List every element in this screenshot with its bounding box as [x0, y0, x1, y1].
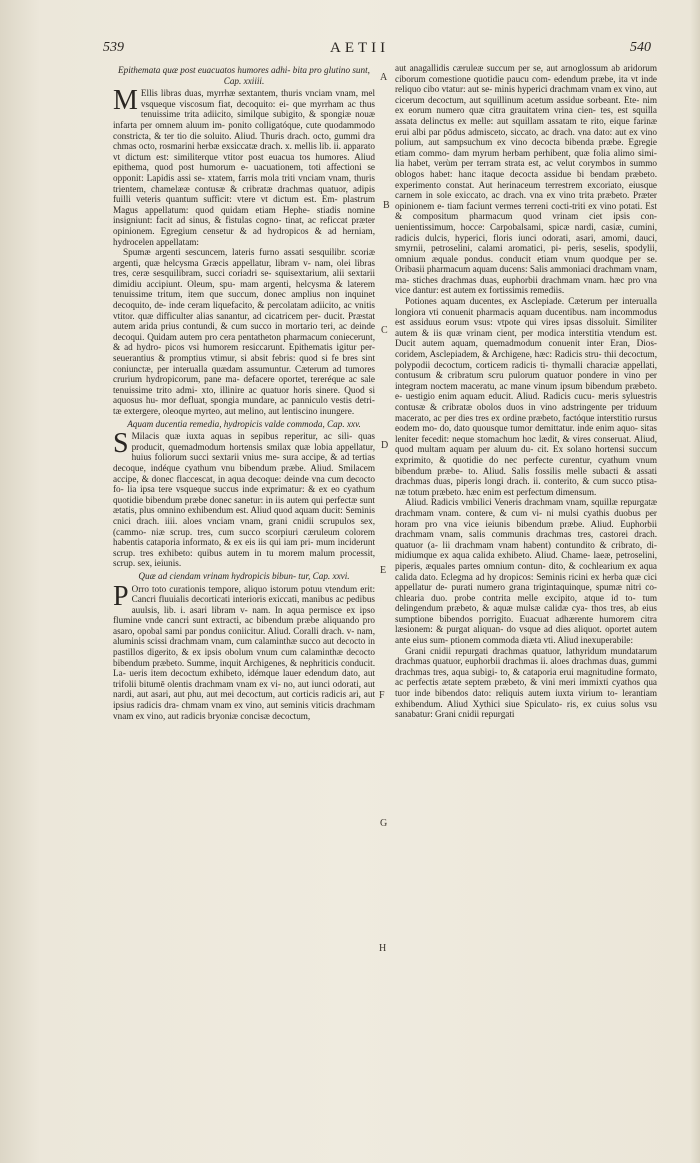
section-marker-f: F: [379, 690, 385, 701]
page-header: [0, 40, 700, 62]
section-marker-b: B: [383, 200, 390, 211]
paragraph-text: Ellis libras duas, myrrhæ sextantem, thuris vnciam vnam, mel vsqueque viscosum fiat, decoquito: ei- que myrrham ac thus tenuissime trita adiicito, similque subigito, & spongiæ nouæ infarta per omnem aluum im- ponito colligatóque, cute quodammodo constricta, & ter tio die soluito. Aliud. Thuris drach. octo, gummi dra chmas octo, rosmarini herbæ exsiccatæ drach. x. mellis lib. ii. apparato vt dictum est: similiterque vtitor post euacua tos humores. Aliud epithema, quod post humorum e- uacuationem, toti affectioni se opponit: Lapidis assi se- xtatem, farris mola triti vnciam vnam, thuris trientem, chamelææ contusæ & cribratæ drachmas quatuor, adipis fuilli veteris quantum sufficit: vtere vt dictum est. Em- plastrum Magus appellatum: quod quidam etiam Hephe- stiadis nomine insigniunt: facit ad sinus, & fistulas cogno- tinat, ac reficcat præter opinionem. Egregium censetur & ad hydropicos & ad herniam, hydrocelen appellatam:: [113, 88, 375, 247]
section-marker-a: A: [380, 72, 388, 83]
drop-cap: P: [113, 580, 129, 612]
section-marker-d: D: [381, 440, 389, 451]
paragraph: Grani cnidii repurgati drachmas quatuor, lathyridum mundatarum drachmas quatuor, euphorbii drachmas ii. aloes drachmas duas, gummi drachmas tres, aqua subigi- to, & cataporia erui magnitudine formato, ac perfectis ætate septem præbeto, & vini meri immixti cyathos qua tuor inde bibendos dato: reliquis autem iuxta virium to- lerantiam exhibendum. Aliud Xythici siue Spiculato- ris, ex cuius solus vsu sanabatur: Grani cnidii repurgati: [395, 645, 657, 720]
section-marker-g: G: [380, 818, 388, 829]
paragraph: [113, 580, 375, 722]
chapter-heading: Epithemata quæ post euacuatos humores adhi- bita pro glutino sunt, Cap. xxiiii.: [118, 65, 370, 86]
section-marker-c: C: [381, 325, 388, 336]
paragraph-text: Orro toto curationis tempore, aliquo istorum potuu vtendum erit: Cancri fluuialis decorticati interioris exiccati, manibus ac pedibus auulsis, lib. i. asari libram v- nam. In aqua permisce ex ipso flumine vnde cancri sunt extracti, ac bibendum præbe aliquando pro asaro, opobal sami par pondus coniicitur. Aliud. Coralli drach. v- nam, aluminis scissi drachmam vnam, cum calaminthæ succo aut decocto in pastillos digerito, & ex ipsis obolum vnum cum calaminthæ decocto bibendum præbeto. Summe, inquit Archigenes, & nephriticis conducit. La- ueris item decoctum exhibeto, idémque lauer edendum dato, aut trifolii bitumē olentis drachmam vnam ex vi- no, aut iunci odorati, aut nardi, aut asari, aut phu, aut mei decoctum, aut corticis radicis ari, aut ipsius radicis dra- chmam vnam ex vino, aut seminis viticis drachmam vnam ex vino, aut radicis bryoniæ concisæ decoctum,: [113, 583, 375, 721]
paragraph: [113, 85, 375, 247]
left-column: [113, 63, 375, 721]
section-marker-h: H: [379, 943, 387, 954]
page-number-right: 540: [630, 40, 651, 55]
paragraph: [113, 428, 375, 569]
paragraph: Aliud. Radicis vmbilici Veneris drachmam vnam, squillæ repurgatæ drachmam vnam. contere, & cum vi- ni mulsi cyathis duobus per horam pro vna vice ieiunis bibendum præbe. Aliud. Euphorbii drachmam vnam, salis communis drachmas tres, castorei drach. quatuor (a- lii drachmam vnam habent) contundito & cribrato, di- midiumque ex aqua calida exhibeto. Aliud. Chame- laeæ, petroselini, piperis, æquales partes omnium contun- dito, & cochlearium ex aqua calida dato. Eclegma ad hy dropicos: Seminis ricini ex herba quæ cici appellatur de- purati numero grana trigintaquinque, spumæ nitri co- chlearia duo. probe contrita melle excipito, atque id to- tum delingendum præbeto, & aquæ mulsæ calidæ cya- thos tres, ab eius sumptione bibendos porrigito. Euacuat adhærente humorem citra læsionem: & purgat aliquan- do vsque ad dies aliquot. oportet autem ante eius sum- ptionem commoda diæta vti. Aliud inexuperabile:: [395, 497, 657, 646]
running-title: AETII: [330, 40, 390, 56]
page-number-left: 539: [103, 40, 124, 55]
paragraph: Spumæ argenti sescuncem, lateris furno assati sesquilibr. scoriæ argenti, quæ helcysma Græcis appellatur, libram v- nam, olei libras tres, ceræ sesquilibram, succi coriadri se- squisextarium, alii sextarii dimidiu accipiunt. Oleum, spu- mam argenti, helcysma & laterem tenuissime tritum, item que succum, donec amplius non inquinet decoquito, de- inde ceram liquefacito, & percolatam adiicito, ac vnitis vtitor. quæ difficulter alias sanantur, ad cicatricem per- ducit. Præstat autem arida prius contundi, & cum succo in mortario teri, ac deinde decoqui. Quidam autem pro cera pentatheton pharmacum coniecerunt, & ad hydro- picos vsi humorem resiccarunt. Epithematis igitur per- seuerantius & promptius vtimur, si absit febris: quod si fe bres sint coniunctæ, per interualla quædam assumuntur. Cæterum ad tumores crurium hydropicorum, pane ma- defacere oportet, tereréque ac sale tenuissime trito admi- xto, illinire ac quatuor horis sinere. Quod si aquosus hu- mor defluat, spongia mundare, ac panniculo vestis detri- tæ extergere, oleoque myrteo, aut melino, aut lentiscino inungere.: [113, 247, 375, 416]
section-marker-e: E: [380, 565, 387, 576]
paragraph-text: Milacis quæ iuxta aquas in sepibus reperitur, ac sili- quas producit, quemadmodum hortensis smilax quæ lobia appellatur, huius foliorum succi sextarii vnius me- sura accipe, & ad tertias decoque, indéque cyathum vnu bibendum præbe. Aliud. Smilacem accipe, & donec flaccescat, in aqua decoque: deinde vna cum decocto fo- lia ipsa tere vsqueque succus inde exprimatur: & ex eo cyathum quotidie bibendum præbe donec sanetur: in iis autem qui perfectæ sunt ætatis, plus omnino exhibendum est. Aliud quod aquam ducit: Seminis cnici drach. iiii. aloes vnciam vnam, grani cnidii scrupulos sex, (cammo- niæ scrup. tres, cum succo scorpiuri cæruleum colorem habentis cataporia informato, & ex eis iis qui iam pri- mum inciderunt scrup. tres exhibeto: quibus autem in tu morem malum processit, scrup. sex, ieiunis.: [113, 431, 375, 569]
chapter-heading: Aquam ducentia remedia, hydropicis valde commoda, Cap. xxv.: [127, 418, 361, 429]
paragraph: aut anagallidis cæruleæ succum per se, aut arnoglossum ab aridorum ciborum comestione quotidie paucu com- edendum præbe, ita vt inde reliquo cibo vtatur: aut se- minis hyperici drachmam vnam ex vino, aut cicerum decoctum, aut squillinum acetum assidue sorbeant. Ete- nim ex eorum numero quæ citra grauitatem vrina cien- tes, est squilla assata delinctus ex melle: aut squillam assatam te rito, eique farinæ erui albi par pōdus admisceto, siccato, ac drach. vna dato: aut ex vino polium, aut sampsuchum ex vino decocta bibenda præbe. Egregie etiam commo- dam myrum herbam perhibent, quæ folia alimo simi- lia habet, verùm per terram strata est, ac velut corymbos in summo oblogos habet: hanc itaque decocta assidue bi bendam præbeto. experimento constat. Aut herinaceum terrestrem excoriato, eiusque carnem in sole exiccato, ac drach. vna ex vino trita præbeto. Præter opinionem e- tiam faciunt vermes terreni cocti-triti ex vino potati. Est & compositum pharmacum quod vrinam ciet ipsis con- uenientissimum, hocce: Carpobalsami, spicæ nardi, casiæ, cumini, radicis dulcis, hyperici, floris iunci odorati, asari, amomi, dauci, smyrnii, petroselini, calami aromatici, pi- peris, seselis, spodylii, omnium æquale pondus. conducit etiam vnum quodque per se. Oribasii pharmacum aquam ducens: Salis ammoniaci drachmam vnam, ma- stiches drachmas duas, euphorbii drachmam vnam. hæc pro vna vice dantur: est autem ex fortissimis remediis.: [395, 63, 657, 296]
drop-cap: S: [113, 428, 129, 460]
drop-cap: M: [113, 85, 138, 117]
paragraph: Potiones aquam ducentes, ex Asclepiade. Cæterum per interualla longiora vti conuenit pharmacis aquam ducentibus. nam incommodus est assiduus eorum vsus: vtpote qui vires ipsas dissoluit. Similiter autem & iis quæ vrinam cient, per modica interstitia vtendum est. Ducit autem aquam, quemadmodum conuenit inter Eran, Dios- coridem, Asclepiadem, & Archigene, hæc: Radicis stru- thii decoctum, polypodii decoctum, corticem radicis ti- thymalli characiæ appellati, contusum & cribratum scru pulorum quatuor pondere in vino per integram noctem maceratu, ac mane vinum ipsum bibendum præbeto. e- uestigio enim aquam educit. Aliud. Radicis cucu- meris syluestris contusæ & cribratæ obolos duos in vino adstringente per triduum macerato, ac per dies tres ex ordine præbeto, factóque interstitio rursus eodem mo- do, dato quousque tumor demittatur. inde enim aquo- sitas leniter fecedit: neque stomachum hoc lædit, & vires conseruat. Aliud, quod multam aquam per aluum du- cit. Ex solano hortensi succum exprimito, & quotidie do nec perfecte curentur, cyathum vnum bibendum præbe- to. Aliud. Salis fossilis melle subacti & assati drachmas duas, piperis longi drach. ii. conterito, & cum succo ptisa- næ totum præbeto. hæc enim est perfectum dimensum.: [395, 296, 657, 497]
right-column: [395, 63, 657, 720]
chapter-heading: Quæ ad ciendam vrinam hydropicis bibun- tur, Cap. xxvi.: [138, 570, 350, 581]
